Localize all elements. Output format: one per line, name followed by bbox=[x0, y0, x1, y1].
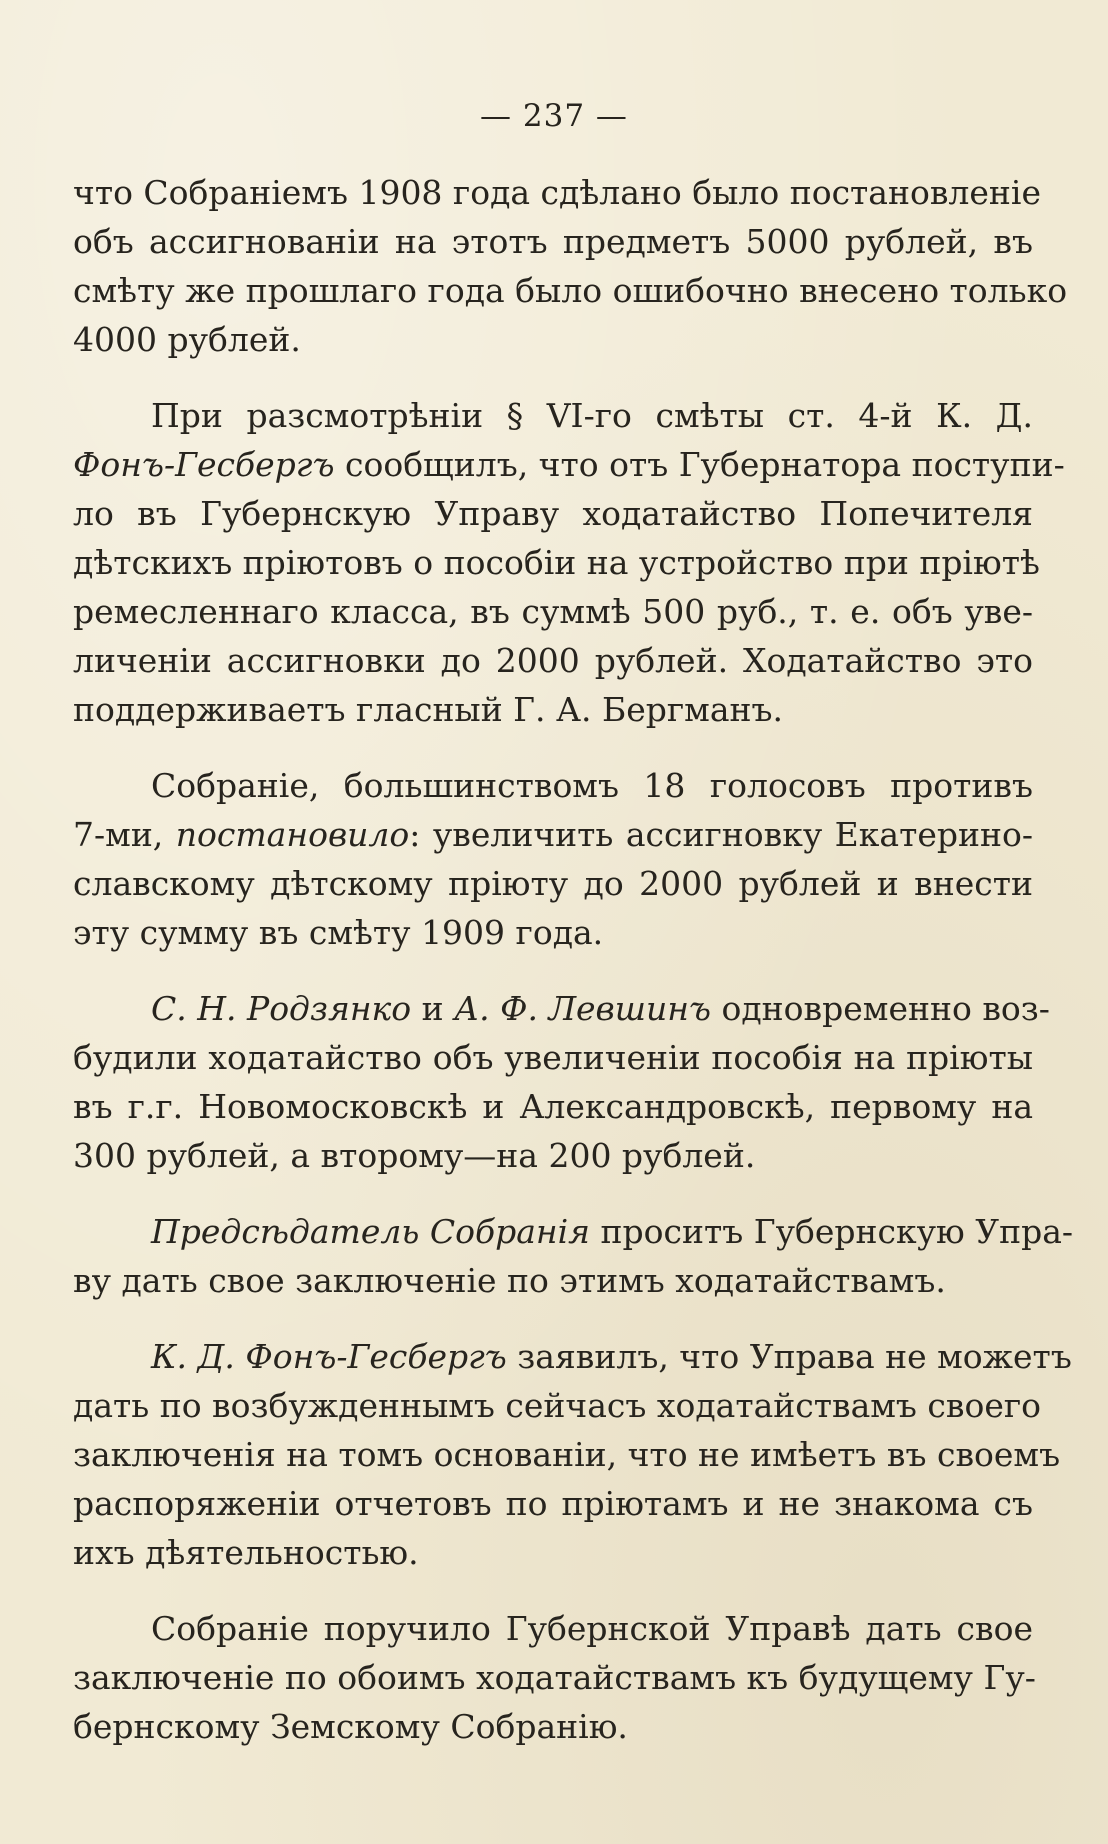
text-line: смѣту же прошлаго года было ошибочно внесено только bbox=[73, 271, 1068, 310]
italic-text: К. Д. Фонъ-Гесбергъ bbox=[151, 1337, 507, 1376]
text-line-mixed bbox=[73, 1332, 1072, 1381]
italic-text: Предсѣдатель Собранія bbox=[151, 1212, 591, 1251]
text-line-mixed bbox=[73, 440, 1065, 489]
body-text bbox=[73, 168, 1074, 1751]
paragraph-7 bbox=[73, 1604, 1036, 1751]
text-line: Собраніе, большинствомъ 18 голосовъ противъ bbox=[151, 766, 1033, 805]
paragraph-3 bbox=[73, 761, 1033, 957]
text-line: личеніи ассигновки до 2000 рублей. Ходатайство это bbox=[73, 641, 1033, 680]
text-line: будили ходатайство объ увеличеніи пособія на пріюты bbox=[73, 1038, 1033, 1077]
paragraph-1 bbox=[73, 168, 1068, 364]
paragraph-4 bbox=[73, 984, 1050, 1180]
text-line: дѣтскихъ пріютовъ о пособіи на устройство при пріютѣ bbox=[73, 543, 1040, 582]
text-line: поддерживаетъ гласный Г. А. Бергманъ. bbox=[73, 690, 783, 729]
paragraph-2 bbox=[73, 391, 1065, 734]
page-number: — 237 — bbox=[480, 98, 628, 134]
text-line: дать по возбужденнымъ сейчасъ ходатайствамъ своего bbox=[73, 1386, 1042, 1425]
text-line: При разсмотрѣніи § VI-го смѣты ст. 4-й К. Д. bbox=[151, 396, 1033, 435]
text-line: заключенія на томъ основаніи, что не имѣетъ въ своемъ bbox=[73, 1435, 1061, 1474]
plain-text: одновременно воз- bbox=[711, 989, 1050, 1028]
text-line-mixed bbox=[73, 984, 1050, 1033]
text-line: объ ассигнованіи на этотъ предметъ 5000 рублей, въ bbox=[73, 222, 1033, 261]
italic-text: постановило bbox=[175, 815, 410, 854]
text-line: ремесленнаго класса, въ суммѣ 500 руб., т. е. объ уве- bbox=[73, 592, 1033, 631]
text-line: 4000 рублей. bbox=[73, 320, 301, 359]
text-line: ло въ Губернскую Управу ходатайство Попечителя bbox=[73, 494, 1033, 533]
plain-text: 7-ми, bbox=[73, 815, 176, 854]
plain-text: сообщилъ, что отъ Губернатора поступи- bbox=[334, 445, 1065, 484]
text-line: бернскому Земскому Собранію. bbox=[73, 1707, 628, 1746]
plain-text: и bbox=[411, 989, 455, 1028]
plain-text: заявилъ, что Управа не можетъ bbox=[506, 1337, 1072, 1376]
text-line: эту сумму въ смѣту 1909 года. bbox=[73, 913, 604, 952]
text-line: распоряженіи отчетовъ по пріютамъ и не знакома съ bbox=[73, 1484, 1033, 1523]
text-line: въ г.г. Новомосковскѣ и Александровскѣ, первому на bbox=[73, 1087, 1033, 1126]
text-line: славскому дѣтскому пріюту до 2000 рублей и внести bbox=[73, 864, 1033, 903]
text-line: Собраніе поручило Губернской Управѣ дать свое bbox=[151, 1609, 1033, 1648]
text-line: что Собраніемъ 1908 года сдѣлано было постановленіе bbox=[73, 173, 1041, 212]
italic-text: А. Ф. Левшинъ bbox=[454, 989, 711, 1028]
italic-text: Фонъ-Гесбергъ bbox=[73, 445, 335, 484]
italic-text: С. Н. Родзянко bbox=[151, 989, 412, 1028]
text-line: заключеніе по обоимъ ходатайствамъ къ будущему Гу- bbox=[73, 1658, 1036, 1697]
plain-text: проситъ Губернскую Упра- bbox=[590, 1212, 1074, 1251]
text-line: ву дать свое заключеніе по этимъ ходатайствамъ. bbox=[73, 1261, 946, 1300]
text-line: 300 рублей, а второму—на 200 рублей. bbox=[73, 1136, 756, 1175]
text-line-mixed bbox=[73, 810, 1033, 859]
paragraph-6 bbox=[73, 1332, 1072, 1577]
paragraph-5 bbox=[73, 1207, 1074, 1305]
plain-text: : увеличить ассигновку Екатерино- bbox=[409, 815, 1033, 854]
text-line-mixed bbox=[73, 1207, 1074, 1256]
text-line: ихъ дѣятельностью. bbox=[73, 1533, 419, 1572]
